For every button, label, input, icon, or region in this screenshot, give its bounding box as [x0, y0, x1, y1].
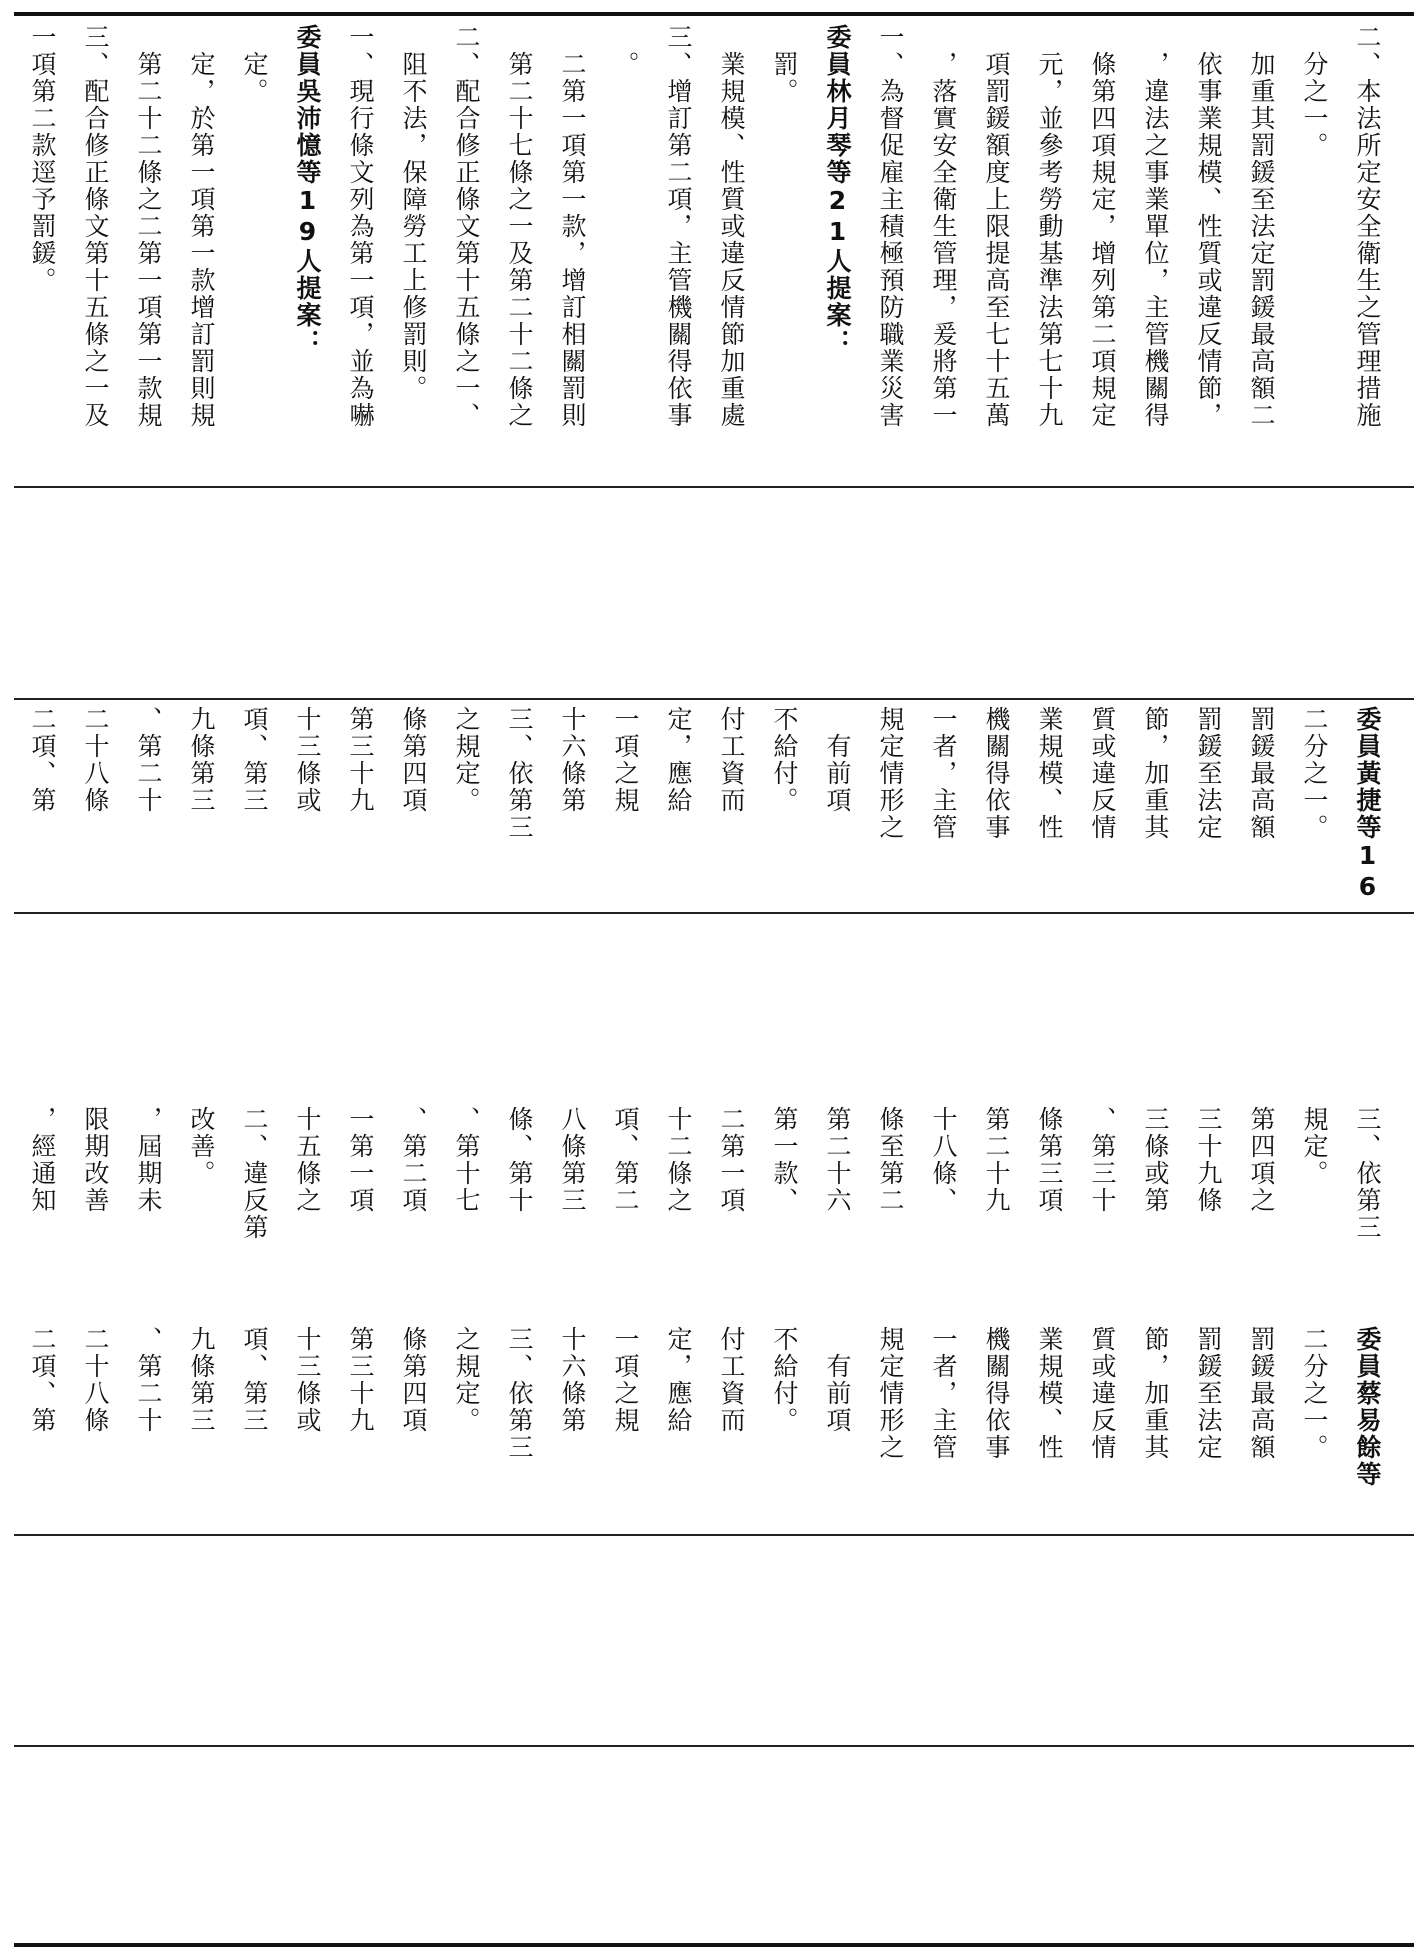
- text-line: 罰鍰最高額: [1247, 1326, 1276, 1461]
- text-line: 委員黃捷等16: [1353, 706, 1382, 903]
- text-line: 業規模、性質或違反情節加重處: [717, 24, 746, 429]
- text-line: ，違法之事業單位，主管機關得: [1141, 24, 1170, 429]
- text-line: 十三條或: [293, 1326, 322, 1434]
- text-line: 項、第三: [240, 706, 269, 814]
- text-line: 不給付。: [770, 1326, 799, 1434]
- text-line: 二十八條: [81, 1326, 110, 1434]
- text-line: 第一款、: [770, 1106, 799, 1214]
- text-line: 條第四項規定，增列第二項規定: [1088, 24, 1117, 429]
- text-line: 三、依第三: [505, 706, 534, 841]
- text-line: 一、為督促雇主積極預防職業災害: [876, 24, 905, 429]
- text-line: 二、違反第: [240, 1106, 269, 1241]
- text-line: 二項、第: [28, 1326, 57, 1434]
- text-line: 條第三項: [1035, 1106, 1064, 1214]
- text-line: 定，應給: [664, 1326, 693, 1434]
- text-line: 十六條第: [558, 1326, 587, 1434]
- text-line: 一、現行條文列為第一項，並為嚇: [346, 24, 375, 429]
- divider-4: [14, 1534, 1414, 1536]
- text-line: 項、第三: [240, 1326, 269, 1434]
- text-line: 罰鍰至法定: [1194, 1326, 1223, 1461]
- text-line: 之規定。: [452, 706, 481, 814]
- text-line: 付工資而: [717, 706, 746, 814]
- text-line: 第二十七條之一及第二十二條之: [505, 24, 534, 429]
- text-line: 八條第三: [558, 1106, 587, 1214]
- text-line: 第二十六: [823, 1106, 852, 1214]
- text-line: 條第四項: [399, 1326, 428, 1434]
- text-line: 二第一項第一款，增訂相關罰則: [558, 24, 587, 429]
- text-line: 十八條、: [929, 1106, 958, 1214]
- text-line: 二、配合修正條文第十五條之一、: [452, 24, 481, 429]
- text-line: 、第二十: [134, 706, 163, 814]
- divider-3: [14, 912, 1414, 914]
- text-line: 二第一項: [717, 1106, 746, 1214]
- bottom-border: [14, 1943, 1414, 1947]
- text-line: 一項第二款逕予罰鍰。: [28, 24, 57, 294]
- text-line: 一者，主管: [929, 1326, 958, 1461]
- text-line: 三、配合修正條文第十五條之一及: [81, 24, 110, 429]
- text-line: ，經通知: [28, 1106, 57, 1214]
- text-line: 三、增訂第二項，主管機關得依事: [664, 24, 693, 429]
- text-line: 節，加重其: [1141, 1326, 1170, 1461]
- text-line: 委員吳沛憶等19人提案：: [293, 24, 322, 356]
- text-line: 。: [611, 24, 640, 78]
- divider-2: [14, 698, 1414, 700]
- text-line: 定。: [240, 24, 269, 105]
- text-line: 三、依第三: [1353, 1106, 1382, 1241]
- text-line: 罰鍰最高額: [1247, 706, 1276, 841]
- text-line: 第二十二條之二第一項第一款規: [134, 24, 163, 429]
- text-line: 十二條之: [664, 1106, 693, 1214]
- text-line: 項罰鍰額度上限提高至七十五萬: [982, 24, 1011, 429]
- text-line: 項、第二: [611, 1106, 640, 1214]
- text-line: 二十八條: [81, 706, 110, 814]
- text-line: 加重其罰鍰至法定罰鍰最高額二: [1247, 24, 1276, 429]
- text-line: 罰。: [770, 24, 799, 105]
- text-line: 業規模、性: [1035, 706, 1064, 841]
- text-line: 規定情形之: [876, 706, 905, 841]
- text-line: 、第三十: [1088, 1106, 1117, 1214]
- text-line: 機關得依事: [982, 706, 1011, 841]
- text-line: 、第十七: [452, 1106, 481, 1214]
- text-line: 罰鍰至法定: [1194, 706, 1223, 841]
- text-line: 九條第三: [187, 706, 216, 814]
- top-section: [0, 16, 1427, 486]
- text-line: 規定。: [1300, 1106, 1329, 1187]
- text-line: 二、本法所定安全衛生之管理措施: [1353, 24, 1382, 429]
- text-line: 一項之規: [611, 706, 640, 814]
- text-line: 定，應給: [664, 706, 693, 814]
- text-line: ，落實安全衛生管理，爰將第一: [929, 24, 958, 429]
- text-line: 阻不法，保障勞工上修罰則。: [399, 24, 428, 402]
- text-line: 第四項之: [1247, 1106, 1276, 1214]
- text-line: 改善。: [187, 1106, 216, 1187]
- text-line: 條、第十: [505, 1106, 534, 1214]
- text-line: 九條第三: [187, 1326, 216, 1434]
- divider-5: [14, 1745, 1414, 1747]
- text-line: 三條或第: [1141, 1106, 1170, 1214]
- text-line: ，屆期未: [134, 1106, 163, 1214]
- text-line: 二分之一。: [1300, 706, 1329, 841]
- text-line: 委員林月琴等21人提案：: [823, 24, 852, 356]
- text-line: 二分之一。: [1300, 1326, 1329, 1461]
- text-line: 、第二十: [134, 1326, 163, 1434]
- lower-left-section: [0, 1320, 1427, 1530]
- text-line: 機關得依事: [982, 1326, 1011, 1461]
- text-line: 一者，主管: [929, 706, 958, 841]
- text-line: 規定情形之: [876, 1326, 905, 1461]
- text-line: 第三十九: [346, 706, 375, 814]
- text-line: 依事業規模、性質或違反情節，: [1194, 24, 1223, 429]
- middle-section: [0, 700, 1427, 910]
- text-line: 之規定。: [452, 1326, 481, 1434]
- text-line: 第三十九: [346, 1326, 375, 1434]
- text-line: 不給付。: [770, 706, 799, 814]
- text-line: 十五條之: [293, 1106, 322, 1214]
- text-line: 條第四項: [399, 706, 428, 814]
- text-line: 有前項: [823, 706, 852, 814]
- text-line: 質或違反情: [1088, 1326, 1117, 1461]
- text-line: 限期改善: [81, 1106, 110, 1214]
- text-line: 質或違反情: [1088, 706, 1117, 841]
- text-line: 二項、第: [28, 706, 57, 814]
- text-line: 條至第二: [876, 1106, 905, 1214]
- text-line: 十六條第: [558, 706, 587, 814]
- text-line: 一第一項: [346, 1106, 375, 1214]
- text-line: 一項之規: [611, 1326, 640, 1434]
- lower-right-section: [0, 1100, 1427, 1310]
- text-line: 第二十九: [982, 1106, 1011, 1214]
- text-line: 分之一。: [1300, 24, 1329, 159]
- text-line: 、第二項: [399, 1106, 428, 1214]
- text-line: 十三條或: [293, 706, 322, 814]
- text-line: 三十九條: [1194, 1106, 1223, 1214]
- text-line: 業規模、性: [1035, 1326, 1064, 1461]
- text-line: 節，加重其: [1141, 706, 1170, 841]
- divider-1: [14, 486, 1414, 488]
- text-line: 三、依第三: [505, 1326, 534, 1461]
- text-line: 元，並參考勞動基準法第七十九: [1035, 24, 1064, 429]
- text-line: 付工資而: [717, 1326, 746, 1434]
- text-line: 定，於第一項第一款增訂罰則規: [187, 24, 216, 429]
- text-line: 委員蔡易餘等: [1353, 1326, 1382, 1488]
- text-line: 有前項: [823, 1326, 852, 1434]
